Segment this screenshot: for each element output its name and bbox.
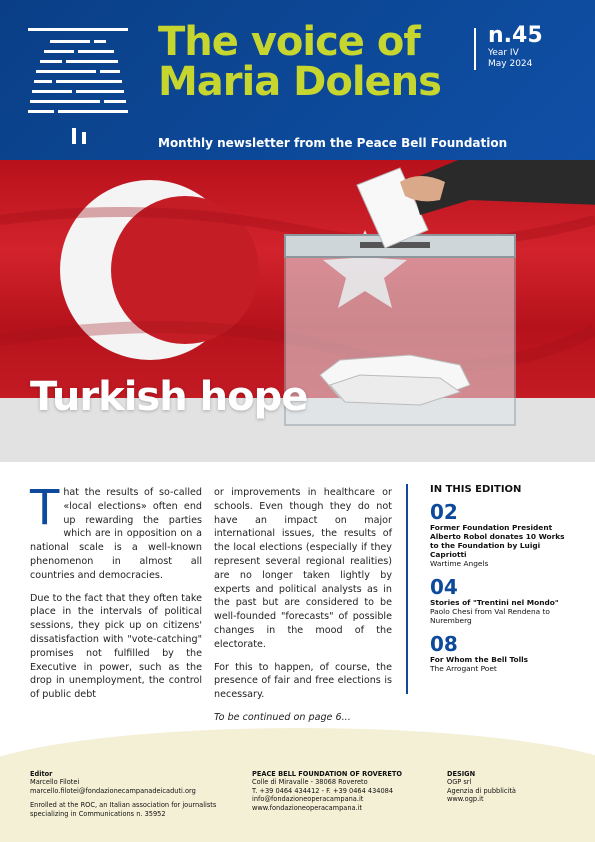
edition-headline: For Whom the Bell Tolls xyxy=(430,655,529,664)
edition-subtitle: Paolo Chesi from Val Rendena to Nuremberg xyxy=(430,607,550,625)
edition-item[interactable] xyxy=(430,576,570,625)
hero-image xyxy=(0,160,595,462)
newsletter-subtitle: Monthly newsletter from the Peace Bell Foundation xyxy=(158,136,508,150)
editor-name: Marcello Filotei xyxy=(30,778,80,787)
hero-headline: Turkish hope xyxy=(30,374,308,420)
roc-note: Enrolled at the ROC, an Italian association for journalists specializing in Communications n. 35952 xyxy=(30,801,217,818)
footer-foundation xyxy=(252,770,422,812)
page-number: 08 xyxy=(430,632,458,656)
article-paragraph: or improvements in healthcare or schools. Even though they do not have an impact on major international issues, the results of the local elections (especially if they represent several regional realities) are no longer taken lightly by experts and political analysts as in the past but are considered to be well-founded "forecasts" of possible changes in the mood of the electorate. xyxy=(214,487,392,650)
design-company: OGP srl xyxy=(447,778,472,787)
sidebar-title: IN THIS EDITION xyxy=(430,484,522,495)
foundation-email[interactable]: info@fondazioneoperacampana.it xyxy=(252,795,364,804)
foundation-name: PEACE BELL FOUNDATION OF ROVERETO xyxy=(252,770,402,778)
issue-info xyxy=(488,24,543,70)
article-text: hat the results of so-called «local elections» often end up rewarding the parties which are in opposition on a national scale is a well-known phenomenon in almost all countries and democracies. xyxy=(30,487,202,581)
edition-headline: Stories of "Trentini nel Mondo" xyxy=(430,598,559,607)
newsletter-title xyxy=(158,19,441,105)
design-description: Agenzia di pubblicità xyxy=(447,786,516,795)
article-paragraph: For this to happen, of course, the presence of fair and free elections is necessary. xyxy=(214,661,392,701)
footer-editor xyxy=(30,770,240,818)
issue-date: May 2024 xyxy=(488,59,533,69)
article-column-2 xyxy=(214,486,392,734)
in-this-edition xyxy=(406,484,570,694)
editor-label: Editor xyxy=(30,770,53,778)
foundation-phone: T. +39 0464 434412 - F. +39 0464 434084 xyxy=(252,786,394,795)
issue-year: Year IV xyxy=(488,48,519,58)
continued-link[interactable]: To be continued on page 6... xyxy=(214,711,351,723)
issue-number: n.45 xyxy=(488,23,543,48)
foundation-website[interactable]: www.fondazioneoperacampana.it xyxy=(252,803,363,812)
drop-cap: T xyxy=(30,480,60,536)
article-column-1 xyxy=(30,480,202,711)
article-paragraph xyxy=(30,480,202,583)
edition-subtitle: The Arrogant Poet xyxy=(430,664,497,673)
foundation-address: Colle di Miravalle - 38068 Rovereto xyxy=(252,778,368,787)
ballot-box xyxy=(285,235,515,425)
page-number: 04 xyxy=(430,575,458,599)
title-divider xyxy=(474,28,476,70)
title-line-1: The voice of xyxy=(158,19,420,65)
editor-email[interactable]: marcello.filotei@fondazionecampanadeicaduti.org xyxy=(30,786,196,795)
footer-design xyxy=(447,770,577,804)
bell-logo-icon xyxy=(28,28,128,148)
edition-subtitle: Wartime Angels xyxy=(430,559,489,568)
edition-item[interactable] xyxy=(430,633,570,673)
page-number: 02 xyxy=(430,500,458,524)
article-paragraph: Due to the fact that they often take place in the intervals of political sessions, they pick up on citizens' dissatisfaction with "vote-catching" promises not fulfilled by the Executive in power, such as the drop in unemployment, the control of public debt xyxy=(30,592,202,701)
title-line-2: Maria Dolens xyxy=(158,59,441,105)
design-label: DESIGN xyxy=(447,770,476,778)
edition-item[interactable] xyxy=(430,501,570,568)
design-website[interactable]: www.ogp.it xyxy=(447,795,484,804)
edition-headline: Former Foundation President Alberto Robol donates 10 Works to the Foundation by Luigi Capriotti xyxy=(430,523,565,559)
